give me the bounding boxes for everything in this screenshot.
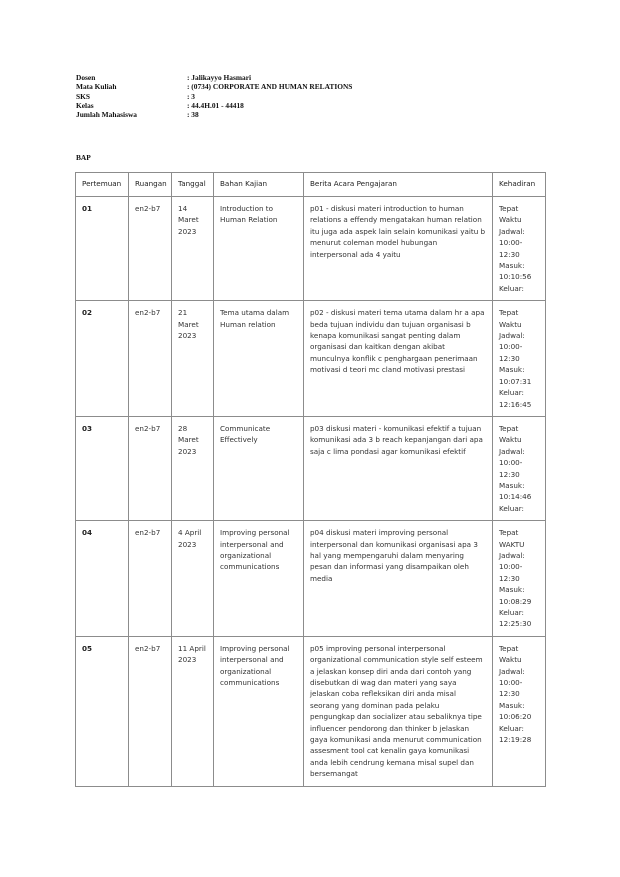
- table-row: [76, 636, 546, 786]
- cell-kehadiran: [493, 197, 546, 301]
- cell-ruangan: en2-b7: [129, 521, 172, 637]
- kehadiran-keluar: Keluar: 12:19:28: [499, 723, 532, 745]
- table-header-row: [76, 173, 546, 197]
- info-row-sks: [76, 92, 352, 101]
- kehadiran-jadwal: Jadwal: 10:00-12:30: [499, 226, 525, 259]
- cell-ruangan: en2-b7: [129, 416, 172, 520]
- info-value: : 3: [187, 91, 196, 101]
- kehadiran-jadwal: Jadwal: 10:00-12:30: [499, 446, 525, 479]
- info-label: Mata Kuliah: [76, 82, 117, 92]
- kehadiran-keluar: Keluar:: [499, 503, 524, 513]
- info-label: Dosen: [76, 73, 96, 82]
- cell-berita-acara: p01 - diskusi materi introduction to human relations a effendy mengatakan human relation itu juga ada aspek lain selain komunikasi yaitu b menurut coleman model hubungan interpersonal ada 4 yaitu: [304, 197, 493, 301]
- cell-berita-acara: p04 diskusi materi improving personal interpersonal dan komunikasi organisasi apa 3 hal yang mempengaruhi dalam menyaring pesan dan informasi yang disampaikan oleh media: [304, 521, 493, 637]
- kehadiran-masuk: Masuk: 10:06:20: [499, 700, 532, 722]
- kehadiran-jadwal: Jadwal: 10:00-12:30: [499, 666, 525, 699]
- cell-tanggal: 11 April 2023: [172, 636, 214, 786]
- info-value: : Jalikayyo Hasmari: [187, 73, 252, 82]
- col-header-ruangan: Ruangan: [129, 173, 172, 197]
- info-value: : (0734) CORPORATE AND HUMAN RELATIONS: [187, 82, 353, 92]
- cell-pertemuan: 03: [76, 416, 129, 520]
- cell-tanggal: 21 Maret 2023: [172, 301, 214, 417]
- kehadiran-keluar: Keluar: 12:16:45: [499, 388, 532, 409]
- col-header-bahan-kajian: Bahan Kajian: [214, 173, 304, 197]
- cell-bahan-kajian: Communicate Effectively: [214, 416, 304, 520]
- info-label: SKS: [76, 91, 90, 101]
- kehadiran-masuk: Masuk: 10:08:29: [499, 585, 532, 606]
- info-row-dosen: [76, 73, 352, 82]
- cell-bahan-kajian: Improving personal interpersonal and organizational communications: [214, 636, 304, 786]
- info-value: : 44.4H.01 - 44418: [187, 100, 244, 110]
- bap-table: [75, 172, 546, 787]
- kehadiran-status: Tepat Waktu: [499, 204, 522, 225]
- table-row: [76, 416, 546, 520]
- cell-kehadiran: [493, 521, 546, 637]
- info-label: Kelas: [76, 100, 94, 110]
- info-label: Jumlah Mahasiswa: [76, 110, 137, 120]
- table-row: [76, 197, 546, 301]
- section-title: BAP: [76, 153, 91, 162]
- cell-berita-acara: p02 - diskusi materi tema utama dalam hr a apa beda tujuan individu dan tujuan organisasi b kenapa komunikasi sangat penting dalam organisasi dan kaitkan dengan akibat munculnya konflik c penghargaan penerimaan motivasi d teori mc cland motivasi prestasi: [304, 301, 493, 417]
- col-header-berita-acara: Berita Acara Pengajaran: [304, 173, 493, 197]
- cell-pertemuan: 05: [76, 636, 129, 786]
- cell-ruangan: en2-b7: [129, 636, 172, 786]
- cell-tanggal: 28 Maret 2023: [172, 416, 214, 520]
- kehadiran-jadwal: Jadwal: 10:00-12:30: [499, 331, 525, 363]
- kehadiran-masuk: Masuk: 10:14:46: [499, 480, 532, 502]
- info-row-kelas: [76, 101, 352, 110]
- cell-tanggal: 14 Maret 2023: [172, 197, 214, 301]
- col-header-tanggal: Tanggal: [172, 173, 214, 197]
- cell-tanggal: 4 April 2023: [172, 521, 214, 637]
- cell-bahan-kajian: Improving personal interpersonal and organizational communications: [214, 521, 304, 637]
- cell-bahan-kajian: Tema utama dalam Human relation: [214, 301, 304, 417]
- cell-berita-acara: p03 diskusi materi - komunikasi efektif a tujuan komunikasi ada 3 b reach kepanjangan dari apa saja c lima pondasi agar komunikasi efektif: [304, 416, 493, 520]
- kehadiran-masuk: Masuk: 10:10:56: [499, 261, 532, 282]
- cell-kehadiran: [493, 636, 546, 786]
- cell-pertemuan: 04: [76, 521, 129, 637]
- table-row: [76, 301, 546, 417]
- cell-kehadiran: [493, 416, 546, 520]
- col-header-pertemuan: Pertemuan: [76, 173, 129, 197]
- info-value: : 38: [187, 110, 199, 120]
- course-info: [76, 73, 352, 119]
- info-row-jumlah-mahasiswa: [76, 110, 352, 119]
- col-header-kehadiran: Kehadiran: [493, 173, 546, 197]
- kehadiran-jadwal: Jadwal: 10:00-12:30: [499, 550, 525, 583]
- cell-ruangan: en2-b7: [129, 301, 172, 417]
- info-row-mata-kuliah: [76, 82, 352, 91]
- cell-pertemuan: 01: [76, 197, 129, 301]
- table-row: [76, 521, 546, 637]
- cell-ruangan: en2-b7: [129, 197, 172, 301]
- kehadiran-keluar: Keluar: 12:25:30: [499, 608, 532, 629]
- cell-berita-acara: p05 improving personal interpersonal organizational communication style self esteem a jelaskan konsep diri anda dari contoh yang disebutkan di wag dan materi yang saya jelaskan coba refleksikan diri anda misal seorang yang dominan pada pelaku pengungkap dan socializer atau sebaliknya tipe influencer pendorong dan thinker b jelaskan gaya komunikasi anda menurut communication assesment tool cat kenalin gaya komunikasi anda lebih cendrung kemana misal supel dan bersemangat: [304, 636, 493, 786]
- cell-bahan-kajian: Introduction to Human Relation: [214, 197, 304, 301]
- cell-pertemuan: 02: [76, 301, 129, 417]
- cell-kehadiran: [493, 301, 546, 417]
- kehadiran-status: Tepat Waktu: [499, 308, 522, 329]
- kehadiran-keluar: Keluar:: [499, 283, 524, 293]
- kehadiran-status: Tepat Waktu: [499, 643, 522, 665]
- kehadiran-status: Tepat Waktu: [499, 423, 522, 445]
- kehadiran-masuk: Masuk: 10:07:31: [499, 365, 532, 386]
- kehadiran-status: Tepat WAKTU: [499, 528, 525, 549]
